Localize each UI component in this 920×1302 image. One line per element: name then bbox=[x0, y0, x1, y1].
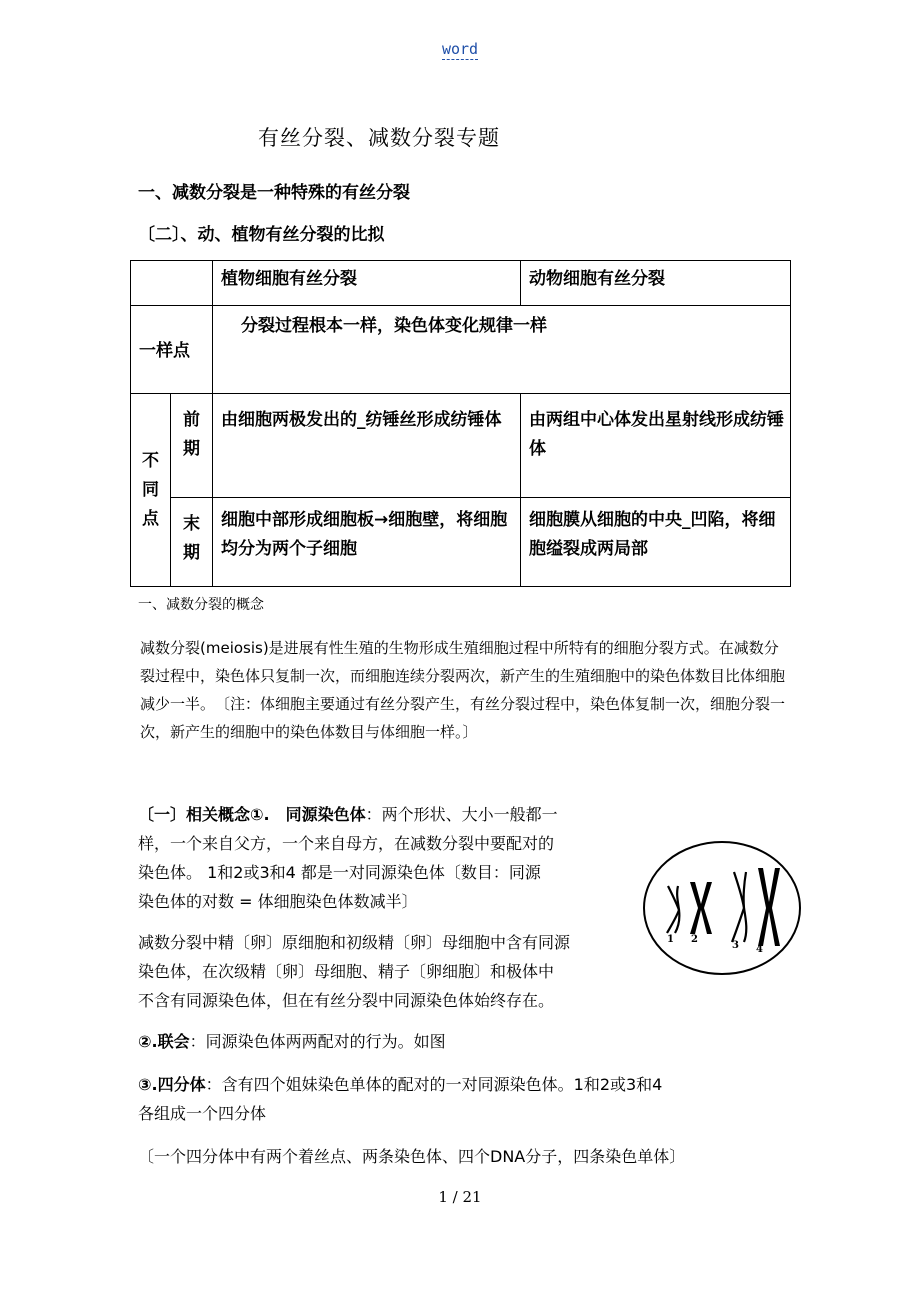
diff-char-2: 同 bbox=[142, 479, 159, 500]
related-concepts bbox=[138, 800, 638, 916]
telophase-label bbox=[171, 498, 213, 587]
related-line-4: 染色体的对数 = 体细胞染色体数减半〕 bbox=[138, 892, 418, 911]
concept-heading: 一、减数分裂的概念 bbox=[138, 597, 264, 613]
col-header-plant: 植物细胞有丝分裂 bbox=[213, 261, 521, 306]
chromosome-figure bbox=[640, 838, 805, 978]
prophase-label bbox=[171, 394, 213, 498]
concept-paragraph: 减数分裂(meiosis)是进展有性生殖的生物形成生殖细胞过程中所特有的细胞分裂方式。在减数分裂过程中，染色体只复制一次，而细胞连续分裂两次，新产生的生殖细胞中的染色体数目比体细胞减少一半。 〔注：体细胞主要通过有丝分裂产生，有丝分裂过程中，染色体复制一次，细胞分裂一次，新产生的细胞中的染色体数目与体细胞一样。〕 bbox=[140, 639, 786, 741]
diff-char-3: 点 bbox=[142, 508, 159, 529]
table-corner-cell bbox=[131, 261, 213, 306]
section2-heading: 〔二〕、动、植物有丝分裂的比拟 bbox=[138, 225, 385, 245]
cell-outline bbox=[644, 842, 800, 974]
figure-label-3: 3 bbox=[732, 940, 739, 951]
section1-heading: 一、减数分裂是一种特殊的有丝分裂 bbox=[138, 183, 410, 203]
prophase-char-1: 前 bbox=[183, 410, 200, 430]
telophase-char-1: 末 bbox=[183, 514, 200, 534]
tetrad-line-2: 各组成一个四分体 bbox=[138, 1104, 267, 1123]
same-text: 分裂过程根本一样，染色体变化规律一样 bbox=[213, 306, 791, 394]
prophase-char-2: 期 bbox=[183, 439, 200, 459]
chromosome-1 bbox=[667, 886, 679, 933]
tetrad-term: ③.四分体 bbox=[138, 1075, 206, 1094]
same-label: 一样点 bbox=[131, 306, 213, 394]
prophase-plant: 由细胞两极发出的_纺锤丝形成纺锤体 bbox=[213, 394, 521, 498]
figure-label-4: 4 bbox=[756, 944, 763, 955]
synapsis-term: ②.联会 bbox=[138, 1032, 190, 1051]
prophase-animal: 由两组中心体发出星射线形成纺锤体 bbox=[521, 394, 791, 498]
page-number: 1 / 21 bbox=[438, 1188, 482, 1206]
synapsis-text: ：同源染色体两两配对的行为。如图 bbox=[189, 1032, 446, 1051]
col-header-animal: 动物细胞有丝分裂 bbox=[521, 261, 791, 306]
homologous-term: 〔一〕相关概念①. 同源染色体 bbox=[138, 805, 366, 824]
homologous-line-2: 染色体，在次级精〔卵〕母细胞、精子〔卵细胞〕和极体中 bbox=[138, 962, 555, 981]
related-line-2: 样，一个来自父方，一个来自母方，在减数分裂中要配对的 bbox=[138, 834, 555, 853]
chromosome-2 bbox=[690, 882, 712, 934]
tetrad-text1: ：含有四个姐妹染色单体的配对的一对同源染色体。1和2或3和4 bbox=[205, 1075, 663, 1094]
chromosome-3 bbox=[732, 872, 746, 942]
related-line1-text: ：两个形状、大小一般都一 bbox=[365, 805, 558, 824]
diff-label bbox=[131, 394, 171, 587]
word-link-text[interactable]: word bbox=[441, 40, 479, 58]
figure-label-1: 1 bbox=[667, 934, 674, 945]
diff-char-1: 不 bbox=[142, 450, 159, 471]
comparison-table bbox=[130, 260, 791, 587]
homologous-line-3: 不含有同源染色体，但在有丝分裂中同源染色体始终存在。 bbox=[138, 991, 555, 1010]
telophase-animal: 细胞膜从细胞的中央_凹陷，将细胞缢裂成两局部 bbox=[521, 498, 791, 587]
tetrad-paragraph bbox=[138, 1070, 788, 1128]
telophase-plant: 细胞中部形成细胞板→细胞壁，将细胞均分为两个子细胞 bbox=[213, 498, 521, 587]
chromosome-4 bbox=[758, 868, 780, 946]
header-word-link[interactable] bbox=[0, 40, 920, 58]
related-line-1 bbox=[138, 800, 638, 829]
related-line-3: 染色体。 1和2或3和4 都是一对同源染色体〔数目：同源 bbox=[138, 863, 541, 882]
page-title: 有丝分裂、减数分裂专题 bbox=[258, 126, 500, 150]
figure-label-2: 2 bbox=[691, 934, 698, 945]
telophase-char-2: 期 bbox=[183, 543, 200, 563]
synapsis-line bbox=[138, 1027, 446, 1056]
tetrad-line-1 bbox=[138, 1070, 788, 1099]
homologous-paragraph bbox=[138, 928, 638, 1015]
homologous-line-1: 减数分裂中精〔卵〕原细胞和初级精〔卵〕母细胞中含有同源 bbox=[138, 933, 571, 952]
tetrad-note: 〔一个四分体中有两个着丝点、两条染色体、四个DNA分子，四条染色单体〕 bbox=[138, 1147, 686, 1166]
